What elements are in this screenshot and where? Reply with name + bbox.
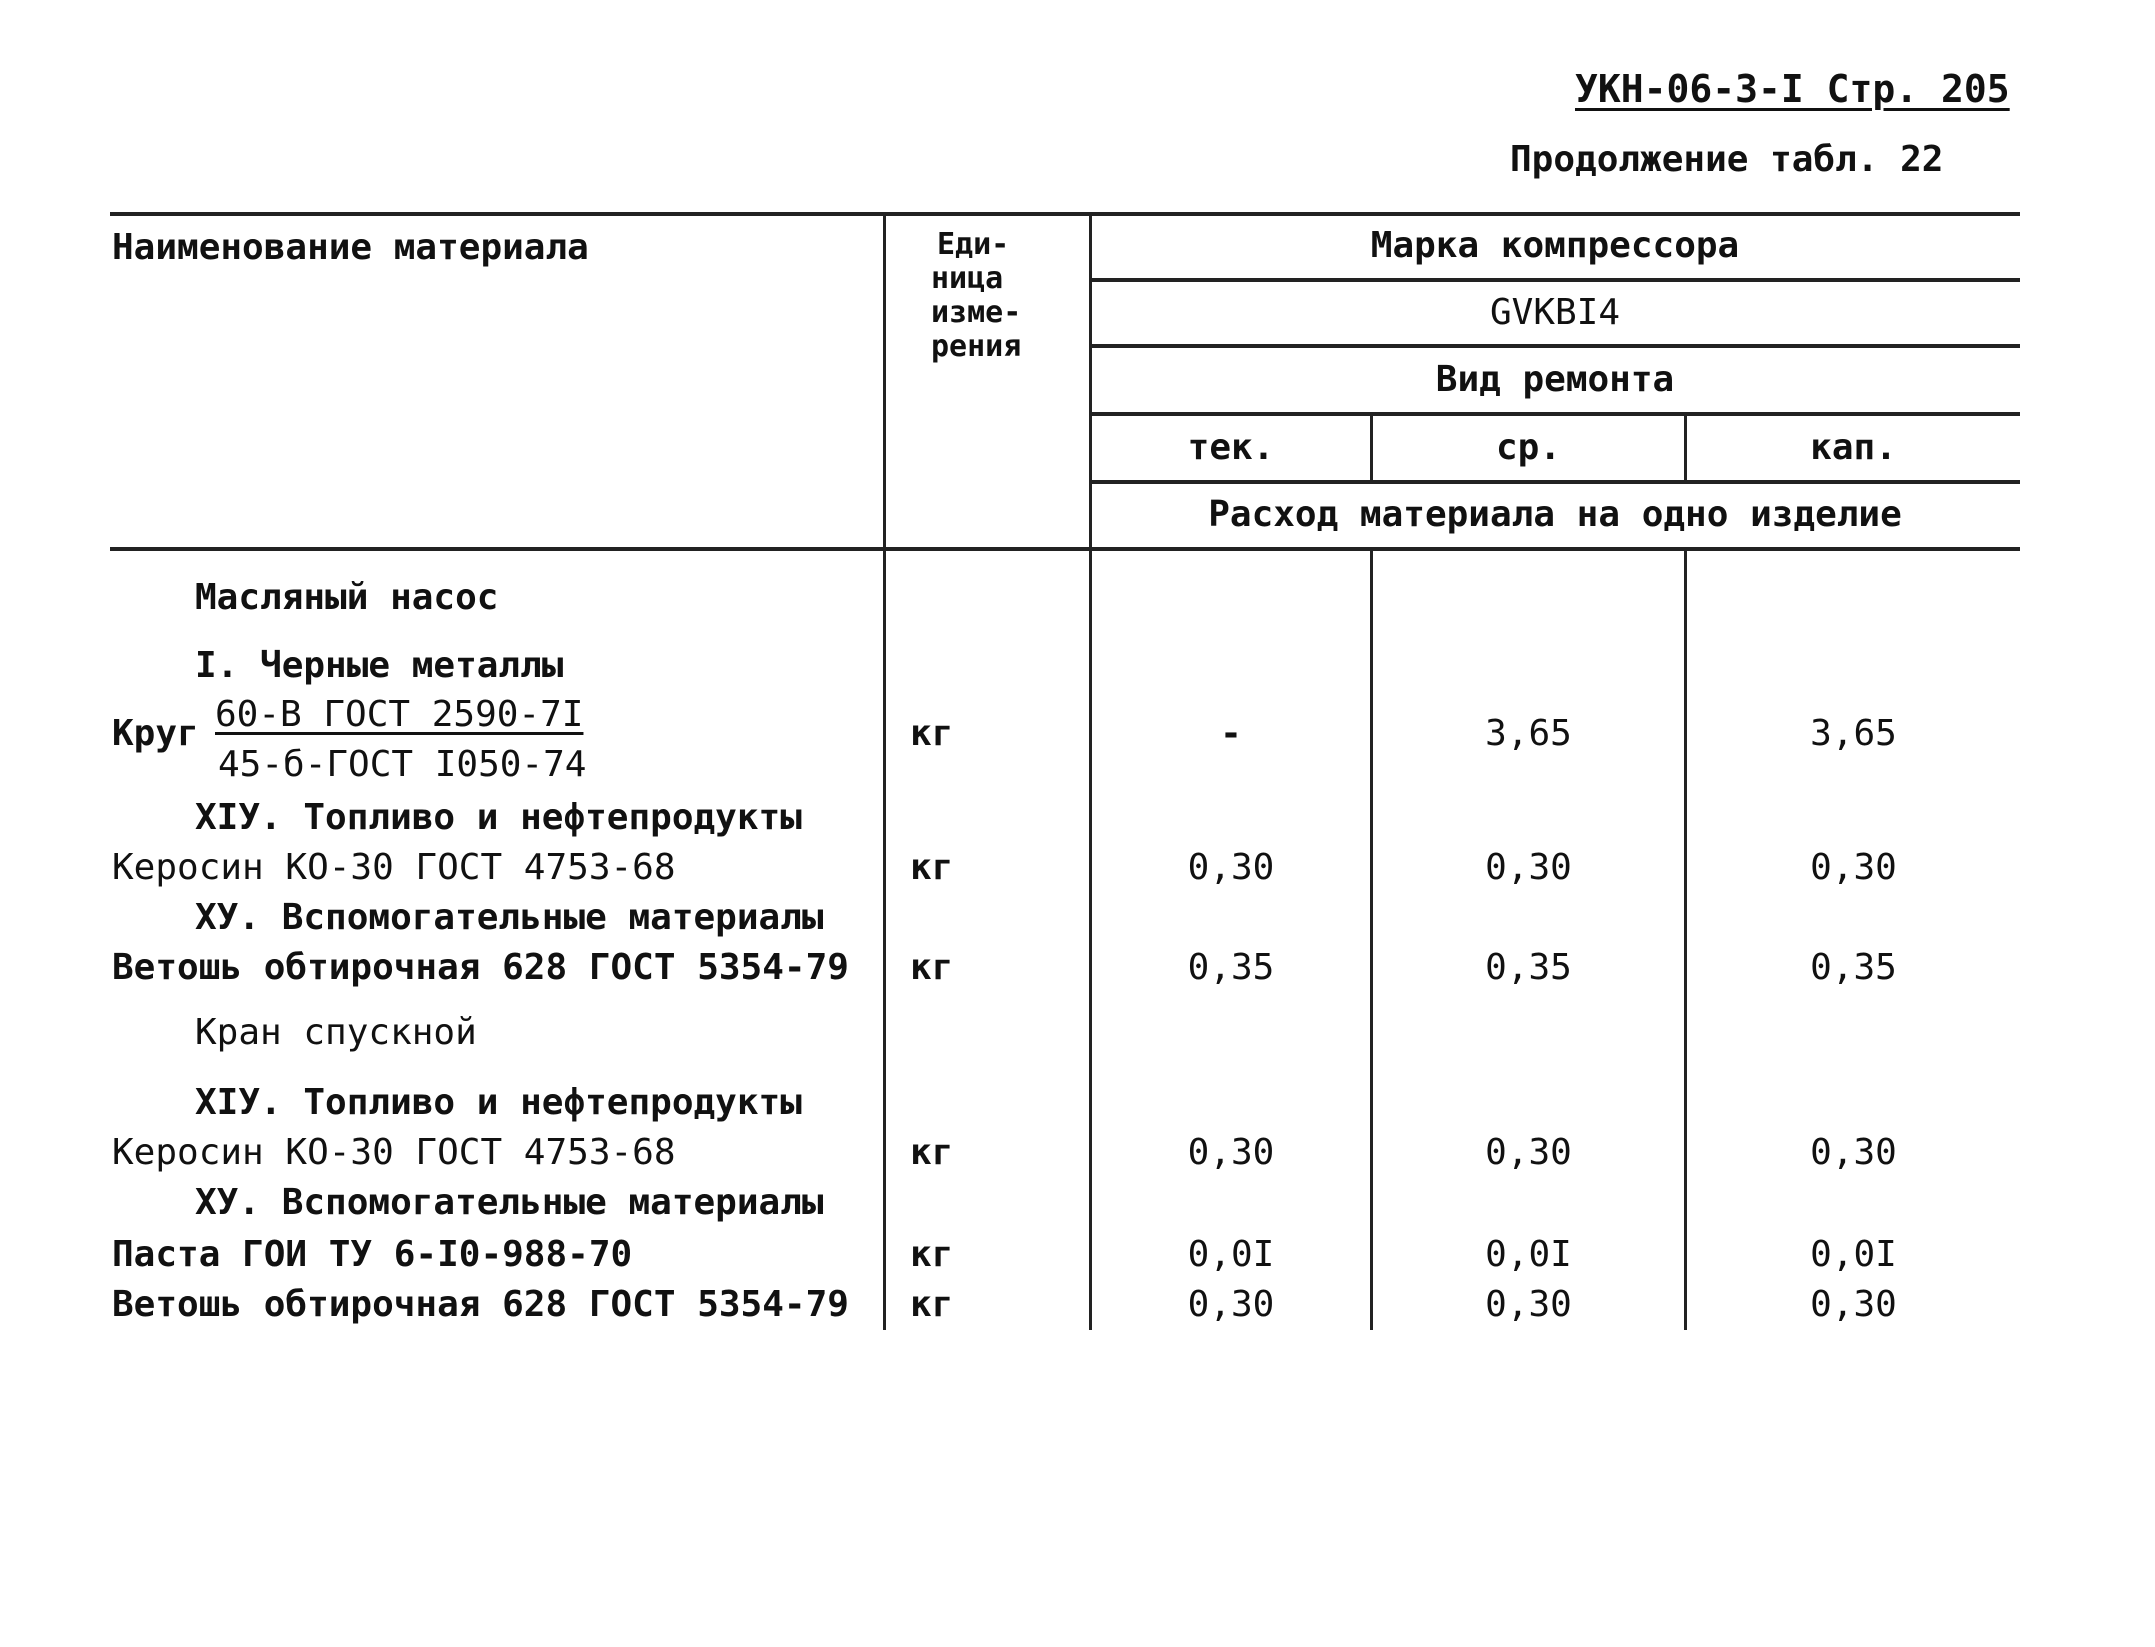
material-fraction-bottom: 45-б-ГОСТ I050-74 — [218, 744, 587, 785]
value-sr: 0,35 — [1485, 947, 1572, 988]
value-tek: 0,30 — [1187, 847, 1275, 888]
model-rule — [1090, 344, 2020, 348]
unit-cell: кг — [910, 1284, 954, 1325]
material-name: Керосин КО-30 ГОСТ 4753-68 — [112, 847, 676, 888]
unit-cell: кг — [910, 947, 954, 988]
value-kap: 0,30 — [1810, 1132, 1897, 1173]
material-name: Ветошь обтирочная 628 ГОСТ 5354-79 — [112, 1284, 849, 1325]
column-header-name: Наименование материала — [112, 227, 589, 268]
unit-cell: кг — [910, 713, 954, 754]
unit-cell: кг — [910, 1132, 954, 1173]
value-tek: 0,35 — [1187, 947, 1275, 988]
tek-column-body-divider — [1370, 547, 1373, 1330]
value-sr: 3,65 — [1485, 713, 1572, 754]
value-kap: 0,30 — [1810, 847, 1897, 888]
column-header-unit-line-3: изме- — [931, 295, 1022, 330]
name-column-divider — [883, 212, 886, 1330]
compressor-model: GVKBI4 — [1489, 292, 1621, 333]
material-name: Ветошь обтирочная 628 ГОСТ 5354-79 — [112, 947, 849, 988]
group-title: ХУ. Вспомогательные материалы — [195, 1182, 824, 1223]
value-sr: 0,0I — [1485, 1234, 1572, 1275]
value-sr: 0,30 — [1485, 1132, 1572, 1173]
column-header-unit-line-4: рения — [931, 329, 1022, 364]
column-header-unit-line-1: Еди- — [937, 227, 1010, 262]
value-kap: 3,65 — [1810, 713, 1897, 754]
table-top-rule — [110, 212, 2020, 216]
consumption-label: Расход материала на одно изделие — [1208, 494, 1902, 535]
section-title: Масляный насос — [195, 577, 499, 618]
column-header-unit-line-2: ница — [931, 261, 1004, 296]
repair-rule — [1090, 412, 2020, 416]
repair-types-rule — [1090, 480, 2020, 484]
repair-type-kap: кап. — [1810, 427, 1897, 468]
section-title: Кран спускной — [195, 1012, 477, 1053]
value-kap: 0,0I — [1810, 1234, 1897, 1275]
compressor-label: Марка компрессора — [1370, 225, 1740, 266]
value-sr: 0,30 — [1485, 1284, 1572, 1325]
repair-type-tek: тек. — [1187, 427, 1275, 468]
unit-cell: кг — [910, 847, 954, 888]
material-name: Паста ГОИ ТУ 6-I0-988-70 — [112, 1234, 633, 1275]
material-prefix: Круг — [112, 713, 199, 754]
repair-type-label: Вид ремонта — [1435, 359, 1675, 400]
material-fraction-top: 60-В ГОСТ 2590-7I — [215, 694, 584, 735]
continuation-label: Продолжение табл. 22 — [1510, 139, 1944, 180]
header-bottom-rule — [110, 547, 2020, 551]
repair-type-sr: ср. — [1495, 427, 1562, 468]
group-title: ХУ. Вспомогательные материалы — [195, 897, 824, 938]
group-title: I. Черные металлы — [195, 645, 564, 686]
unit-cell: кг — [910, 1234, 954, 1275]
sr-column-body-divider — [1684, 547, 1687, 1330]
document-reference: УКН-06-3-I Стр. 205 — [1575, 67, 2010, 111]
value-tek: 0,0I — [1187, 1234, 1275, 1275]
value-kap: 0,35 — [1810, 947, 1897, 988]
value-tek: 0,30 — [1187, 1132, 1275, 1173]
value-tek: 0,30 — [1187, 1284, 1275, 1325]
compressor-rule — [1090, 278, 2020, 282]
group-title: XIУ. Топливо и нефтепродукты — [195, 1082, 802, 1123]
material-name: Керосин КО-30 ГОСТ 4753-68 — [112, 1132, 676, 1173]
value-kap: 0,30 — [1810, 1284, 1897, 1325]
value-sr: 0,30 — [1485, 847, 1572, 888]
value-tek: - — [1220, 713, 1242, 754]
group-title: XIУ. Топливо и нефтепродукты — [195, 797, 802, 838]
